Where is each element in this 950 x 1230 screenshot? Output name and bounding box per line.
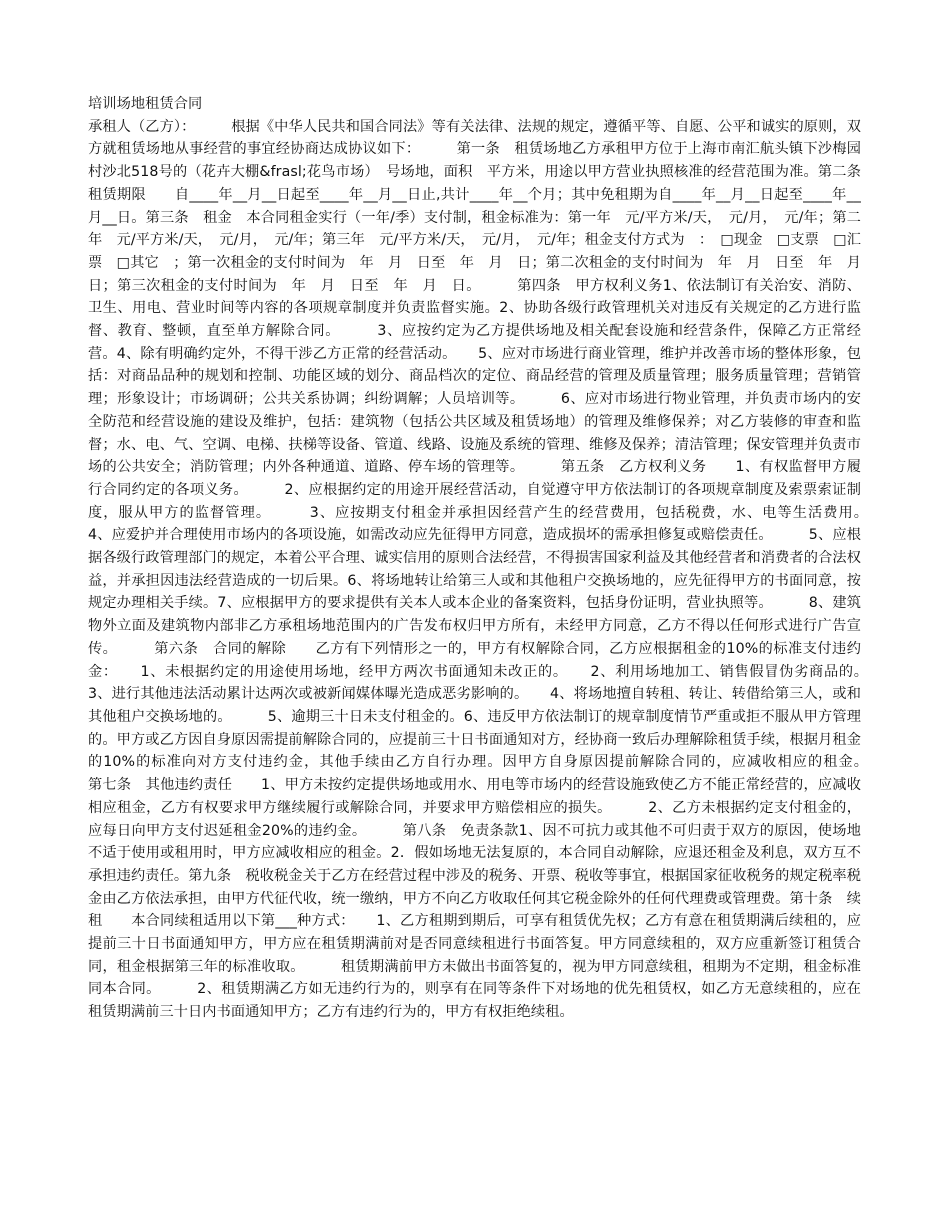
document-body: 承租人（乙方）： 根据《中华人民共和国合同法》等有关法律、法规的规定，遵循平等、自愿、公平和诚实的原则，双方就租赁场地从事经营的事宜经协商达成协议如下： 第一条 租赁场地乙方承租甲方位于上海市南汇航头镇下沙梅园村沙北518号的（花卉大棚&frasl;花鸟市场） 号场地，面积 平方米，用途以甲方营业执照核准的经营范围为准。第二条 租赁期限 自____年__月__日起至____年__月__日止,共计____年__个月；其中免租期为自____年__月__日起至____年__月__日。第三条 租金 本合同租金实行（一年/季）支付制，租金标准为：第一年 元/平方米/天， 元/月， 元/年；第二年 元/平方米/天， 元/月， 元/年；第三年 元/平方米/天， 元/月， 元/年；租金支付方式为 ： □现金 □支票 □汇票 □其它 ；第一次租金的支付时间为 年 月 日至 年 月 日；第二次租金的支付时间为 年 月 日至 年 月 日；第三次租金的支付时间为 年 月 日至 年 月 日。 第四条 甲方权利义务1、依法制订有关治安、消防、卫生、用电、营业时间等内容的各项规章制度并负责监督实施。2、协助各级行政管理机关对违反有关规定的乙方进行监督、教育、整顿，直至单方解除合同。 3、应按约定为乙方提供场地及相关配套设施和经营条件，保障乙方正常经营。4、除有明确约定外，不得干涉乙方正常的经营活动。 5、应对市场进行商业管理，维护并改善市场的整体形象，包括：对商品品种的规划和控制、功能区域的划分、商品档次的定位、商品经营的管理及质量管理；服务质量管理；营销管理；形象设计；市场调研；公共关系协调；纠纷调解；人员培训等。 6、应对市场进行物业管理，并负责市场内的安全防范和经营设施的建设及维护，包括：建筑物（包括公共区域及租赁场地）的管理及维修保养；对乙方装修的审查和监督；水、电、气、空调、电梯、扶梯等设备、管道、线路、设施及系统的管理、维修及保养；清洁管理；保安管理并负责市场的公共安全；消防管理；内外各种通道、道路、停车场的管理等。 第五条 乙方权利义务 1、有权监督甲方履行合同约定的各项义务。 2、应根据约定的用途开展经营活动，自觉遵守甲方依法制订的各项规章制度及索票索证制度，服从甲方的监督管理。 3、应按期支付租金并承担因经营产生的经营费用，包括税费，水、电等生活费用。 4、应爱护并合理使用市场内的各项设施，如需改动应先征得甲方同意，造成损坏的需承担修复或赔偿责任。 5、应根据各级行政管理部门的规定，本着公平合理、诚实信用的原则合法经营，不得损害国家利益及其他经营者和消费者的合法权益，并承担因违法经营造成的一切后果。6、将场地转让给第三人或和其他租户交换场地的，应先征得甲方的书面同意，按规定办理相关手续。7、应根据甲方的要求提供有关本人或本企业的备案资料，包括身份证明，营业执照等。 8、建筑物外立面及建筑物内部非乙方承租场地范围内的广告发布权归甲方所有，未经甲方同意，乙方不得以任何形式进行广告宣传。 第六条 合同的解除 乙方有下列情形之一的，甲方有权解除合同，乙方应根据租金的10%的标准支付违约金： 1、未根据约定的用途使用场地，经甲方两次书面通知未改正的。 2、利用场地加工、销售假冒伪劣商品的。 3、进行其他违法活动累计达两次或被新闻媒体曝光造成恶劣影响的。 4、将场地擅自转租、转让、转借给第三人，或和其他租户交换场地的。 5、逾期三十日未支付租金的。6、违反甲方依法制订的规章制度情节严重或拒不服从甲方管理的。甲方或乙方因自身原因需提前解除合同的，应提前三十日书面通知对方，经协商一致后办理解除租赁手续，根据月租金的10%的标准向对方支付违约金，其他手续由乙方自行办理。因甲方自身原因提前解除合同的，应减收相应的租金。 第七条 其他违约责任 1、甲方未按约定提供场地或用水、用电等市场内的经营设施致使乙方不能正常经营的，应减收相应租金，乙方有权要求甲方继续履行或解除合同，并要求甲方赔偿相应的损失。 2、乙方未根据约定支付租金的，应每日向甲方支付迟延租金20%的违约金。 第八条 免责条款1、因不可抗力或其他不可归责于双方的原因，使场地不适于使用或租用时，甲方应减收相应的租金。2．假如场地无法复原的，本合同自动解除，应退还租金及利息，双方互不承担违约责任。第九条 税收税金关于乙方在经营过程中涉及的税务、开票、税收等事宜，根据国家征收税务的规定税率税金由乙方依法承担，由甲方代征代收，统一缴纳，甲方不向乙方收取任何其它税金除外的任何代理费或管理费。第十条 续租 本合同续租适用以下第___种方式： 1、乙方租期到期后，可享有租赁优先权；乙方有意在租赁期满后续租的，应提前三十日书面通知甲方，甲方应在租赁期满前对是否同意续租进行书面答复。甲方同意续租的，双方应重新签订租赁合同，租金根据第三年的标准收取。 租赁期满前甲方未做出书面答复的，视为甲方同意续租，租期为不定期，租金标准同本合同。 2、租赁期满乙方如无违约行为的，则享有在同等条件下对场地的优先租赁权，如乙方无意续租的，应在租赁期满前三十日内书面通知甲方；乙方有违约行为的，甲方有权拒绝续租。 bbox=[88, 118, 904, 1021]
document-title: 培训场地租赁合同 bbox=[88, 96, 203, 112]
document-page bbox=[88, 93, 904, 1024]
